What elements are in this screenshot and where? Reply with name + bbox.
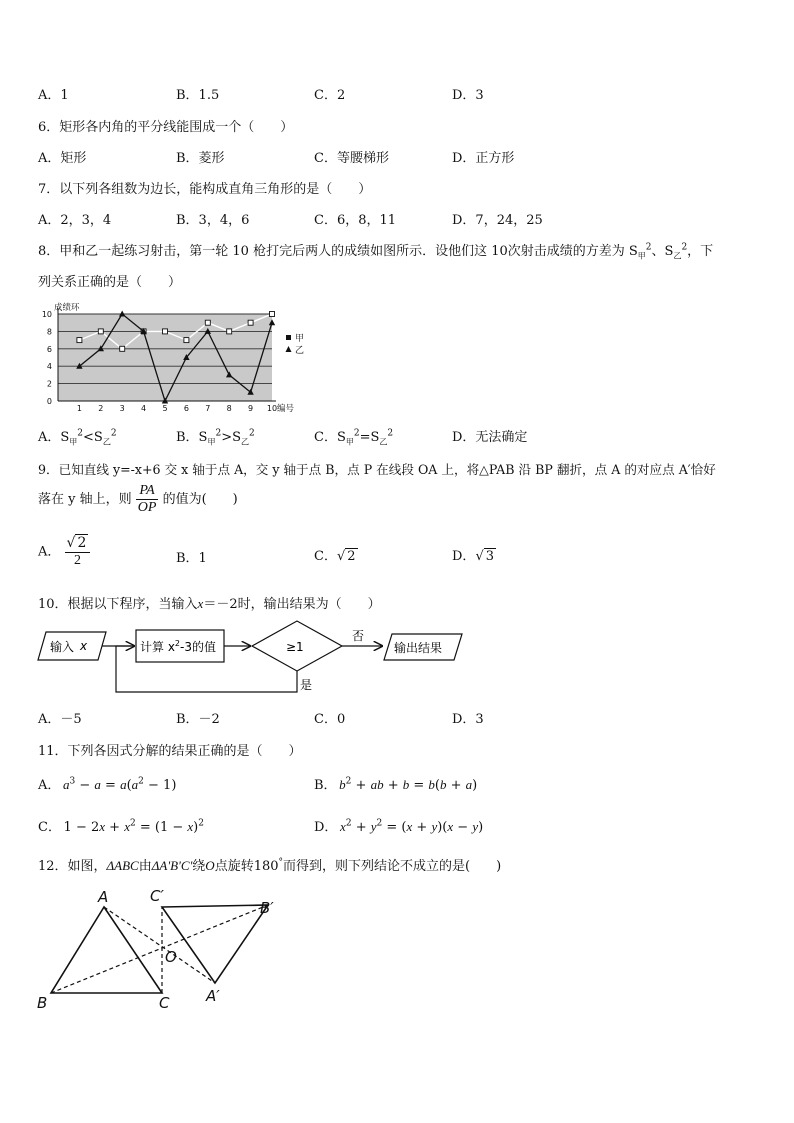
- q10-option-c: C．0: [314, 712, 346, 727]
- q8-score-chart: [36, 302, 326, 414]
- chart-point-jia: [120, 346, 125, 351]
- chart-xtick-label: 8: [226, 404, 232, 413]
- segment-aa1: [104, 907, 215, 983]
- chart-ytick-label: 4: [46, 362, 52, 372]
- chart-xtick-label: 4: [141, 404, 147, 413]
- q11-option-a: A． $a^3 - a = a(a^2 - 1)$: [38, 776, 177, 793]
- chart-point-jia: [270, 312, 275, 317]
- q11-option-d: D． $x^2 + y^2 = (x + y)(x - y)$: [314, 818, 484, 835]
- flow-compute-label: 计算 $x^2-3$的值: [140, 639, 216, 654]
- q8-option-b: B．$S_甲^2>S_乙^2$: [176, 428, 255, 447]
- segment-bb1: [51, 905, 268, 993]
- q7-option-c: C．6，8，11: [314, 213, 397, 228]
- chart-xtick-label: 2: [98, 404, 104, 413]
- chart-ytick-label: 8: [46, 327, 52, 337]
- q11-option-c: C． $1 - 2x + x^2 = (1 - x)^2$: [38, 818, 204, 835]
- q8-option-c: C．$S_甲^2=S_乙^2$: [314, 428, 394, 447]
- q9-stem-line2: 落在 y 轴上，则 $\frac{PA}{OP}$ 的值为( ): [38, 483, 238, 515]
- flow-yes-label: 是: [300, 678, 313, 692]
- q6-option-c: C．等腰梯形: [314, 151, 389, 166]
- chart-point-jia: [184, 338, 189, 343]
- q9-option-c: C．√ 2: [314, 549, 356, 564]
- label-a: A: [98, 888, 109, 906]
- q6-option-a: A．矩形: [38, 151, 87, 166]
- q7-option-a: A．2，3，4: [38, 213, 112, 228]
- chart-xlabel: 编号: [277, 404, 295, 414]
- q8-option-d: D．无法确定: [452, 430, 528, 445]
- q10-option-a: A．－5: [38, 712, 82, 727]
- chart-legend-marker-jia: [286, 335, 291, 340]
- chart-ylabel: 成绩环: [54, 303, 80, 313]
- triangle-abc: [51, 907, 162, 993]
- chart-legend-yi: 乙: [295, 346, 305, 356]
- chart-xtick-label: 1: [76, 404, 82, 413]
- chart-point-yi: [119, 311, 125, 317]
- chart-xtick-label: 3: [119, 404, 125, 413]
- q12-rotation-figure: [34, 884, 294, 1014]
- q11-stem: 11．下列各因式分解的结果正确的是（ ）: [38, 744, 302, 759]
- q5-option-d: D．3: [452, 88, 484, 103]
- flow-no-label: 否: [352, 629, 365, 643]
- chart-legend-marker-yi: [286, 346, 292, 352]
- q10-option-d: D．3: [452, 712, 484, 727]
- q9-option-a: A． $\frac{√ 2}{2}$: [38, 535, 90, 569]
- q5-option-a: A．1: [38, 88, 69, 103]
- label-o: O: [165, 948, 177, 966]
- chart-point-jia: [163, 329, 168, 334]
- chart-point-jia: [98, 329, 103, 334]
- chart-xtick-label: 9: [248, 404, 254, 413]
- q9-option-b: B．1: [176, 551, 207, 566]
- q6-option-d: D．正方形: [452, 151, 515, 166]
- q8-stem-line1: 8．甲和乙一起练习射击，第一轮 10 枪打完后两人的成绩如图所示．设他们这 10次射击成绩的方差为 $S_甲^2$、$S_乙^2$，下: [38, 242, 714, 261]
- q6-stem: 6．矩形各内角的平分线能围成一个（ ）: [38, 120, 294, 135]
- label-c: C: [159, 994, 170, 1012]
- q9-stem-line1: 9．已知直线 y=-x+6 交 x 轴于点 A，交 y 轴于点 B，点 P 在线段 OA 上，将△PAB 沿 BP 翻折，点 A 的对应点 A′恰好: [38, 462, 716, 477]
- chart-point-jia: [77, 338, 82, 343]
- chart-xtick-label: 5: [162, 404, 168, 413]
- q9-fraction: $\frac{PA}{OP}$: [137, 483, 157, 515]
- chart-xtick-label: 6: [183, 404, 189, 413]
- chart-xtick-label: 10: [266, 404, 278, 413]
- q12-stem: 12．如图，ΔABC由ΔA'B'C'绕O点旋转180°而得到，则下列结论不成立的是( ): [38, 857, 502, 874]
- q11-option-b: B． $b^2$ + ab + b = b(b + a): [314, 776, 478, 793]
- q10-flowchart: [36, 618, 476, 696]
- chart-point-jia: [205, 320, 210, 325]
- chart-ytick-label: 0: [46, 397, 52, 406]
- label-a-prime: A′: [206, 987, 220, 1005]
- q8-stem-line2: 列关系正确的是（ ）: [38, 275, 182, 290]
- flow-input-var: x: [80, 639, 88, 653]
- triangle-a1b1c1: [162, 905, 268, 983]
- label-b: B: [37, 994, 48, 1012]
- q8-option-a: A．$S_甲^2<S_乙^2$: [38, 428, 117, 447]
- q7-option-d: D．7，24，25: [452, 213, 543, 228]
- chart-ytick-label: 10: [41, 310, 52, 319]
- label-c-prime: C′: [150, 887, 164, 905]
- chart-ytick-label: 2: [46, 379, 52, 389]
- q7-stem: 7．以下列各组数为边长，能构成直角三角形的是（ ）: [38, 182, 372, 197]
- q5-option-c: C．2: [314, 88, 346, 103]
- chart-xtick-label: 7: [205, 404, 211, 413]
- label-b-prime: B′: [260, 899, 274, 917]
- q9-option-d: D．√ 3: [452, 549, 495, 564]
- chart-ytick-label: 6: [46, 344, 52, 354]
- q10-option-b: B．－2: [176, 712, 220, 727]
- flow-input-label: 输入: [50, 640, 75, 654]
- q5-option-b: B．1.5: [176, 88, 220, 103]
- q10-stem: 10．根据以下程序，当输入x＝－2时，输出结果为（ ）: [38, 596, 381, 612]
- chart-point-jia: [227, 329, 232, 334]
- chart-legend-jia: 甲: [295, 334, 305, 344]
- flow-output-label: 输出结果: [394, 641, 443, 655]
- chart-point-jia: [248, 320, 253, 325]
- q6-option-b: B．菱形: [176, 151, 225, 166]
- q7-option-b: B．3，4，6: [176, 213, 250, 228]
- flow-condition-label: ≥1: [286, 640, 304, 654]
